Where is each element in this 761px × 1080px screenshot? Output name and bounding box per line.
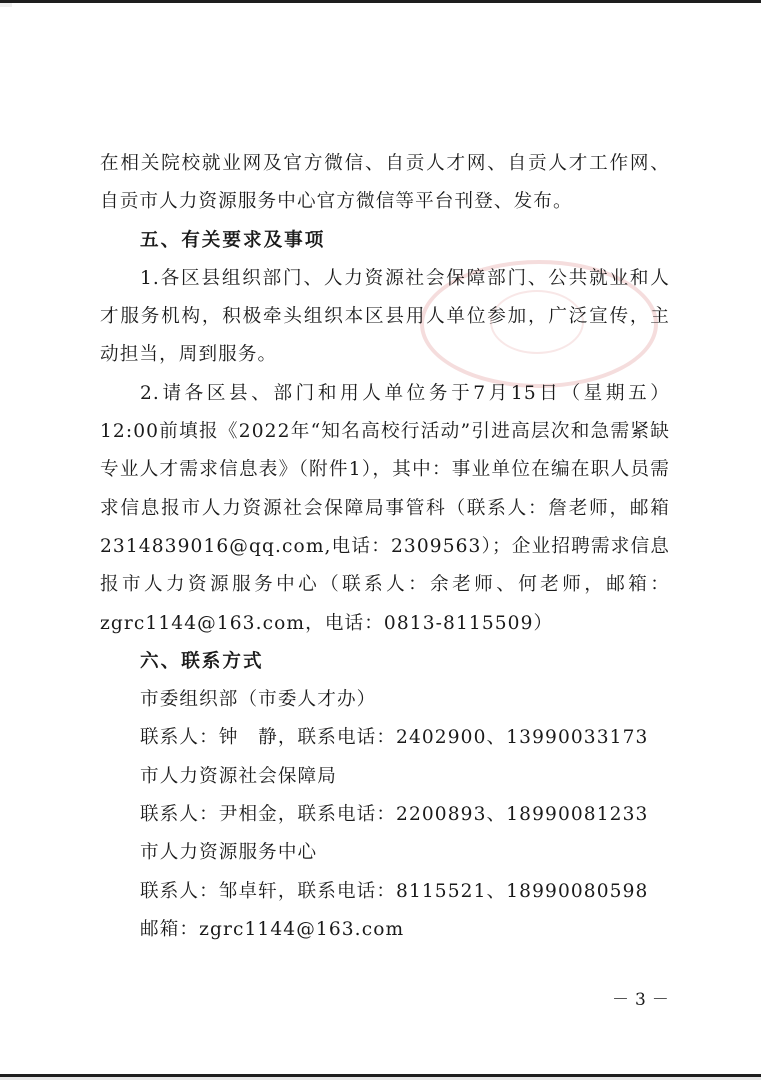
section-5-heading: 五、有关要求及事项 xyxy=(140,229,326,251)
contact-person-2: 联系人：尹相金，联系电话：2200893、18990081233 xyxy=(140,804,649,826)
page-top-edge xyxy=(0,0,761,3)
paragraph-continued: 在相关院校就业网及官方微信、自贡人才网、自贡人才工作网、自贡市人力资源服务中心官方微信等平台刊登、发布。 xyxy=(100,153,670,213)
document-body xyxy=(100,145,670,949)
contact-email: 邮箱：zgrc1144@163.com xyxy=(140,918,405,940)
page-top-notch xyxy=(0,3,12,7)
contact-org-1: 市委组织部（市委人才办） xyxy=(140,689,377,711)
requirement-item-1: 1.各区县组织部门、人力资源社会保障部门、公共就业和人才服务机构，积极牵头组织本区县用人单位参加，广泛宣传，主动担当，周到服务。 xyxy=(100,267,670,366)
contact-org-2: 市人力资源社会保障局 xyxy=(140,765,337,787)
contact-person-1: 联系人：钟 静，联系电话：2402900、13990033173 xyxy=(140,727,649,749)
contact-person-3: 联系人：邹卓轩，联系电话：8115521、18990080598 xyxy=(140,880,649,902)
section-6-heading: 六、联系方式 xyxy=(140,650,264,672)
contact-org-3: 市人力资源服务中心 xyxy=(140,842,318,864)
requirement-item-2: 2.请各区县、部门和用人单位务于7月15日（星期五）12:00前填报《2022年“知名高校行活动”引进高层次和急需紧缺专业人才需求信息表》（附件1），其中：事业单位在编在职人员需求信息报市人力资源社会保障局事管科（联系人：詹老师，邮箱2314839016@qq.com,电话：2309563）；企业招聘需求信息报市人力资源服务中心（联系人：余老师、何老师，邮箱：zgrc1144@163.com，电话：0813-8115509） xyxy=(100,382,670,634)
page-number: －3－ xyxy=(612,990,675,1010)
